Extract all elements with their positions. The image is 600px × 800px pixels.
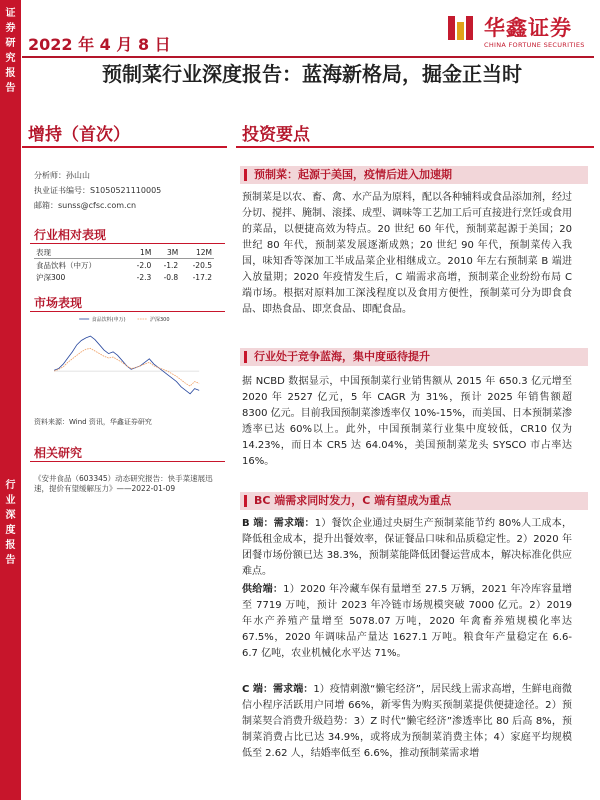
analyst-email[interactable]: 邮箱：sunss@cfsc.com.cn bbox=[34, 201, 137, 210]
company-logo bbox=[446, 10, 596, 55]
rating-label: 增持（首次） bbox=[28, 125, 130, 145]
analyst-cert: 执业证书编号：S1050521110005 bbox=[34, 186, 162, 195]
section-3-para-b: B 端：需求端：1）餐饮企业通过央厨生产预制菜能节约 80%人工成本，降低租金成本，提升出餐效率，保证餐品口味和品质稳定性。2）2020 年团餐市场份额已达 38.3%，预制菜能降低团餐运营成本，解决标准化供应难点。 bbox=[242, 518, 572, 577]
series-line-1 bbox=[54, 348, 199, 386]
chart-source: 资料来源：Wind 资讯，华鑫证券研究 bbox=[34, 418, 152, 426]
section-bar-2: 行业处于竞争蓝海，集中度亟待提升 bbox=[240, 348, 588, 366]
market-chart bbox=[30, 314, 220, 414]
logo-mark-icon bbox=[446, 14, 476, 42]
perf-rule bbox=[30, 243, 225, 244]
section-3-para-c: C 端：需求端：1）疫情刺激“懒宅经济”，居民线上需求高增，生鲜电商微信小程序活跃用户同增 66%，新零售为购买预制菜提供便捷途径。2）预制菜契合消费升级趋势：3）Z 时代“懒宅经济”渗透率比 80 后高 8%，预制菜消费占比已达 34.9%，或将成为预制菜消费主体；4）家庭平均规模低至 2.62 人，结婚率低至 6.6%，推动预制菜需求增 bbox=[242, 684, 572, 759]
table-row: 沪深300 -2.3 -0.8 -17.2 bbox=[36, 272, 212, 282]
related-item[interactable]: 《安井食品（603345）动态研究报告：快手菜速展迅速，提价有望缓解压力》——2022-01-09 bbox=[34, 474, 213, 493]
section-1-para: 预制菜是以农、畜、禽、水产品为原料，配以各种辅料或食品添加剂，经过分切、搅拌、腌制、滚揉、成型、调味等工艺加工后可直接进行烹饪或食用的菜品，以便捷高效为特点。20 世纪 60 年代，预制菜起源于美国；20 世纪 80 年代，预制菜发展逐渐成熟；20 世纪 90 年代，预制菜传入我国，味知香等深加工半成品菜企业相继成立。2010 年左右预制菜 B 端进入放量期；2020 年疫情发生后，C 端需求高增，预制菜企业纷纷布局 C 端市场。根据对原料加工深浅程度以及食用方便性，预制菜可分为即食食品、即热食品、即烹食品、即配食品。 bbox=[242, 192, 572, 315]
summary-heading: 投资要点 bbox=[242, 125, 310, 145]
market-rule bbox=[30, 311, 225, 312]
analyst-name: 分析师：孙山山 bbox=[34, 171, 90, 180]
section-2-para: 据 NCBD 数据显示，中国预制菜行业销售额从 2015 年 650.3 亿元增至 2020 年 2527 亿元，5 年 CAGR 为 31%，预计 2025 年销售额超 8300 亿元。目前我国预制菜渗透率仅 10%-15%，而美国、日本预制菜渗透率已达 60%以上。此外，中国预制菜行业集中度较低，CR10 仅为 14.23%，而日本 CR5 达 64.04%，美国预制菜龙头 SYSCO 市占率达 16%。 bbox=[242, 376, 572, 467]
table-header-row: 表现 1M 3M 12M bbox=[36, 247, 212, 257]
header-rule bbox=[22, 56, 594, 58]
section-bar-1: 预制菜：起源于美国，疫情后进入加速期 bbox=[240, 166, 588, 184]
logo-en-text: CHINA FORTUNE SECURITIES bbox=[484, 41, 585, 49]
related-heading: 相关研究 bbox=[34, 446, 83, 460]
legend-label-1: 沪深300 bbox=[150, 317, 170, 324]
report-title: 预制菜行业深度报告：蓝海新格局，掘金正当时 bbox=[102, 62, 522, 86]
left-sidebar bbox=[0, 0, 21, 800]
left-col-rule bbox=[22, 146, 227, 148]
related-rule bbox=[30, 461, 225, 462]
section-3-para-supply: 供给端：1）2020 年冷藏车保有量增至 27.5 万辆，2021 年冷库容量增至 7719 万吨，预计 2023 年冷链市场规模突破 7000 亿元。2）2019 年水产养殖产量增至 5078.07 万吨，2020 年禽畜养殖规模化率达 67.5%，2020 年调味品产量达 1627.1 万吨。粮食年产量稳定在 6.6-6.7 亿吨，农业机械化水平达 71%。 bbox=[242, 584, 572, 659]
sidebar-bottom-label: 行 业 深 度 报 告 bbox=[5, 480, 16, 566]
perf-heading: 行业相对表现 bbox=[34, 228, 107, 242]
report-date: 2022 年 4 月 8 日 bbox=[28, 35, 171, 54]
table-row: 食品饮料（中万） -2.0 -1.2 -20.5 bbox=[36, 260, 212, 270]
legend-label-0: 食品饮料(申万) bbox=[91, 317, 126, 324]
right-col-rule bbox=[236, 146, 594, 148]
perf-table bbox=[34, 246, 214, 283]
logo-cn-text: 华鑫证券 bbox=[484, 16, 572, 40]
market-heading: 市场表现 bbox=[34, 296, 83, 310]
series-line-0 bbox=[54, 336, 199, 394]
section-bar-3: BC 端需求同时发力，C 端有望成为重点 bbox=[240, 492, 588, 510]
sidebar-top-label: 证 券 研 究 报 告 bbox=[5, 8, 16, 94]
